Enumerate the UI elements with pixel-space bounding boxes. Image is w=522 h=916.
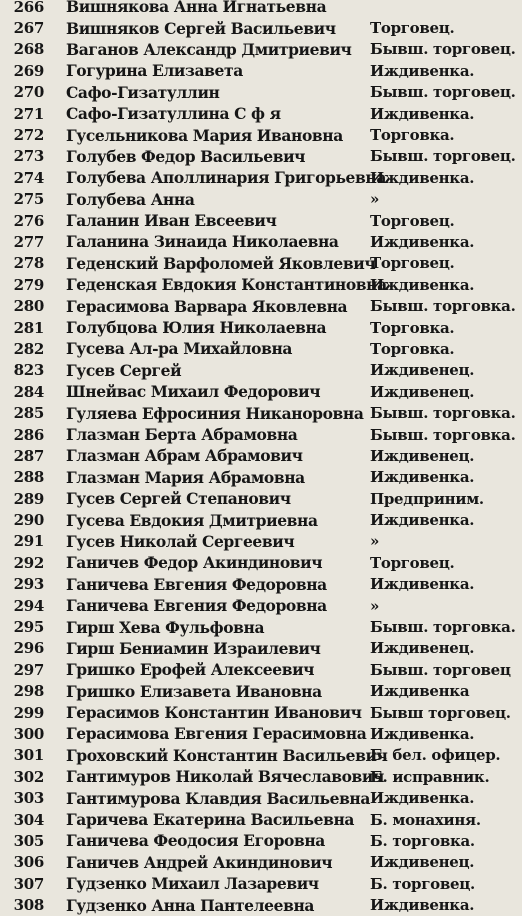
occupation: Торговка. bbox=[370, 339, 455, 358]
list-row bbox=[0, 766, 522, 787]
list-row bbox=[0, 424, 522, 445]
person-name: Голубцова Юлия Николаевна bbox=[66, 318, 327, 338]
occupation: Торговка. bbox=[370, 126, 455, 145]
row-number: 304 bbox=[13, 810, 44, 829]
list-row bbox=[0, 873, 522, 894]
row-number: 278 bbox=[13, 254, 44, 273]
row-number: 273 bbox=[13, 147, 44, 166]
row-number: 295 bbox=[13, 618, 44, 637]
list-row bbox=[0, 659, 522, 680]
person-name: Гришко Ерофей Алексеевич bbox=[66, 660, 315, 680]
occupation: Торговец. bbox=[370, 19, 455, 38]
list-row bbox=[0, 509, 522, 530]
person-name: Ганичев Андрей Акиндинович bbox=[66, 852, 333, 872]
occupation: » bbox=[370, 596, 380, 615]
person-name: Гусева Ал-ра Михайловна bbox=[66, 339, 293, 359]
person-name: Гусев Николай Сергеевич bbox=[66, 531, 295, 551]
list-row bbox=[0, 124, 522, 145]
list-row bbox=[0, 360, 522, 381]
occupation: Бывш. торговка. bbox=[370, 404, 516, 423]
row-number: 284 bbox=[13, 382, 44, 401]
list-row bbox=[0, 574, 522, 595]
list-row bbox=[0, 317, 522, 338]
list-row bbox=[0, 702, 522, 723]
row-number: 307 bbox=[13, 874, 44, 893]
person-name: Голубев Федор Васильевич bbox=[66, 146, 306, 166]
row-number: 299 bbox=[13, 703, 44, 722]
occupation: Иждивенка. bbox=[370, 168, 475, 187]
row-number: 296 bbox=[13, 639, 44, 658]
occupation: Бывш торговец. bbox=[370, 703, 511, 722]
person-name: Галанина Зинаида Николаевна bbox=[66, 232, 339, 252]
person-name: Ганичева Феодосия Егоровна bbox=[66, 831, 325, 851]
list-row bbox=[0, 146, 522, 167]
list-row bbox=[0, 0, 522, 17]
occupation: Бывш. торговец. bbox=[370, 40, 516, 59]
person-name: Геденская Евдокия Константиновна bbox=[66, 275, 387, 295]
row-number: 308 bbox=[13, 896, 44, 915]
occupation: Бывш. торговка. bbox=[370, 297, 516, 316]
occupation: Бывш. торговец bbox=[370, 660, 511, 679]
occupation: Бывш. торговка. bbox=[370, 618, 516, 637]
occupation: Торговец. bbox=[370, 254, 455, 273]
row-number: 287 bbox=[13, 446, 44, 465]
occupation: Б. исправник. bbox=[370, 767, 490, 786]
person-name: Гудзенко Михаил Лазаревич bbox=[66, 874, 319, 894]
occupation: Иждивенка. bbox=[370, 789, 475, 808]
person-name: Гришко Елизавета Ивановна bbox=[66, 681, 322, 701]
row-number: 300 bbox=[13, 724, 44, 743]
row-number: 274 bbox=[13, 168, 44, 187]
row-number: 297 bbox=[13, 660, 44, 679]
person-name: Голубева Анна bbox=[66, 189, 195, 209]
row-number: 292 bbox=[13, 553, 44, 572]
occupation: Иждивенка bbox=[370, 682, 470, 701]
row-number: 266 bbox=[13, 0, 44, 16]
row-number: 277 bbox=[13, 232, 44, 251]
list-row bbox=[0, 253, 522, 274]
list-row bbox=[0, 17, 522, 38]
occupation: Иждивенец. bbox=[370, 361, 475, 380]
person-name: Гирш Бениамин Израилевич bbox=[66, 638, 321, 658]
row-number: 823 bbox=[13, 361, 44, 380]
row-number: 268 bbox=[13, 40, 44, 59]
list-row bbox=[0, 552, 522, 573]
list-row bbox=[0, 745, 522, 766]
occupation: Торговец. bbox=[370, 553, 455, 572]
occupation: Б. торговка. bbox=[370, 831, 475, 850]
occupation: Иждивенка. bbox=[370, 61, 475, 80]
person-name: Шнейвас Михаил Федорович bbox=[66, 382, 321, 402]
list-row bbox=[0, 231, 522, 252]
person-name: Ганичев Федор Акиндинович bbox=[66, 553, 323, 573]
occupation: Б. монахиня. bbox=[370, 810, 481, 829]
row-number: 282 bbox=[13, 339, 44, 358]
person-name: Вишнякова Анна Игнатьевна bbox=[66, 0, 327, 17]
list-row bbox=[0, 167, 522, 188]
person-name: Глазман Мария Абрамовна bbox=[66, 467, 305, 487]
list-row bbox=[0, 852, 522, 873]
person-name: Гусева Евдокия Дмитриевна bbox=[66, 510, 318, 530]
list-row bbox=[0, 787, 522, 808]
row-number: 270 bbox=[13, 83, 44, 102]
occupation: Иждивенка. bbox=[370, 468, 475, 487]
row-number: 294 bbox=[13, 596, 44, 615]
occupation: Торговка. bbox=[370, 318, 455, 337]
row-number: 290 bbox=[13, 511, 44, 530]
row-number: 271 bbox=[13, 104, 44, 123]
occupation: Иждивенка. bbox=[370, 724, 475, 743]
occupation: Иждивенка. bbox=[370, 575, 475, 594]
person-name: Гантимуров Николай Вячеславович bbox=[66, 767, 384, 787]
row-number: 280 bbox=[13, 297, 44, 316]
occupation: Иждивенец. bbox=[370, 446, 475, 465]
row-number: 298 bbox=[13, 682, 44, 701]
person-name: Ваганов Александр Дмитриевич bbox=[66, 39, 352, 59]
list-row bbox=[0, 295, 522, 316]
person-name: Голубева Аполлинария Григорьевна bbox=[66, 168, 386, 188]
row-number: 306 bbox=[13, 853, 44, 872]
person-name: Гирш Хева Фульфовна bbox=[66, 617, 265, 637]
list-row bbox=[0, 531, 522, 552]
row-number: 288 bbox=[13, 468, 44, 487]
person-name: Гусельникова Мария Ивановна bbox=[66, 125, 343, 145]
list-row bbox=[0, 723, 522, 744]
list-row bbox=[0, 681, 522, 702]
occupation: » bbox=[370, 190, 380, 209]
occupation: Б. бел. офицер. bbox=[370, 746, 501, 765]
occupation: Б. торговец. bbox=[370, 874, 475, 893]
person-name: Сафо-Гизатуллин bbox=[66, 82, 220, 102]
occupation: Бывш. торговец. bbox=[370, 147, 516, 166]
person-name: Герасимов Константин Иванович bbox=[66, 703, 362, 723]
person-name: Гантимурова Клавдия Васильевна bbox=[66, 788, 371, 808]
person-name: Сафо-Гизатуллина С ф я bbox=[66, 104, 281, 124]
row-number: 272 bbox=[13, 126, 44, 145]
occupation: Иждивенец. bbox=[370, 639, 475, 658]
occupation: Предприним. bbox=[370, 489, 484, 508]
row-number: 302 bbox=[13, 767, 44, 786]
person-name: Галанин Иван Евсеевич bbox=[66, 211, 277, 231]
row-number: 281 bbox=[13, 318, 44, 337]
list-row bbox=[0, 616, 522, 637]
list-row bbox=[0, 82, 522, 103]
row-number: 293 bbox=[13, 575, 44, 594]
list-row bbox=[0, 488, 522, 509]
list-row bbox=[0, 467, 522, 488]
occupation: Бывш. торговец. bbox=[370, 83, 516, 102]
list-row bbox=[0, 445, 522, 466]
person-name: Гогурина Елизавета bbox=[66, 61, 243, 81]
person-name: Гаричева Екатерина Васильевна bbox=[66, 810, 355, 830]
list-row bbox=[0, 381, 522, 402]
person-name: Геденский Варфоломей Яковлевич bbox=[66, 253, 376, 273]
row-number: 303 bbox=[13, 789, 44, 808]
list-row bbox=[0, 189, 522, 210]
occupation: » bbox=[370, 532, 380, 551]
row-number: 289 bbox=[13, 489, 44, 508]
occupation: Иждивенка. bbox=[370, 511, 475, 530]
person-name: Глазман Берта Абрамовна bbox=[66, 425, 298, 444]
row-number: 267 bbox=[13, 19, 44, 38]
occupation: Иждивенка. bbox=[370, 104, 475, 123]
list-row bbox=[0, 338, 522, 359]
row-number: 276 bbox=[13, 211, 44, 230]
occupation: Бывш. торговка. bbox=[370, 425, 516, 444]
list-row bbox=[0, 39, 522, 60]
list-row bbox=[0, 274, 522, 295]
row-number: 269 bbox=[13, 61, 44, 80]
person-name: Глазман Абрам Абрамович bbox=[66, 446, 303, 466]
person-name: Гудзенко Анна Пантелеевна bbox=[66, 895, 315, 915]
row-number: 279 bbox=[13, 275, 44, 294]
occupation: Торговец. bbox=[370, 211, 455, 230]
row-number: 275 bbox=[13, 190, 44, 209]
occupation: Иждивенка. bbox=[370, 232, 475, 251]
list-row bbox=[0, 595, 522, 616]
row-number: 301 bbox=[13, 746, 44, 765]
list-row bbox=[0, 894, 522, 915]
person-name: Герасимова Варвара Яковлевна bbox=[66, 296, 348, 316]
occupation: Иждивенка. bbox=[370, 896, 475, 915]
row-number: 286 bbox=[13, 425, 44, 444]
person-name: Гусев Сергей Степанович bbox=[66, 489, 291, 509]
list-row bbox=[0, 60, 522, 81]
person-name: Ганичева Евгения Федоровна bbox=[66, 596, 327, 616]
row-number: 305 bbox=[13, 831, 44, 850]
list-row bbox=[0, 830, 522, 851]
occupation: Иждивенец. bbox=[370, 382, 475, 401]
list-row bbox=[0, 638, 522, 659]
list-row bbox=[0, 103, 522, 124]
person-name: Вишняков Сергей Васильевич bbox=[66, 18, 336, 38]
person-name: Гусев Сергей bbox=[66, 360, 182, 380]
list-row bbox=[0, 402, 522, 423]
list-row bbox=[0, 210, 522, 231]
person-name: Гуляева Ефросиния Никаноровна bbox=[66, 403, 364, 423]
occupation: Иждивенец. bbox=[370, 853, 475, 872]
row-number: 285 bbox=[13, 404, 44, 423]
row-number: 291 bbox=[13, 532, 44, 551]
person-name: Ганичева Евгения Федоровна bbox=[66, 574, 327, 594]
person-name: Гроховский Константин Васильевич bbox=[66, 745, 388, 765]
person-name: Герасимова Евгения Герасимовна bbox=[66, 724, 367, 744]
list-row bbox=[0, 809, 522, 830]
occupation: Иждивенка. bbox=[370, 275, 475, 294]
